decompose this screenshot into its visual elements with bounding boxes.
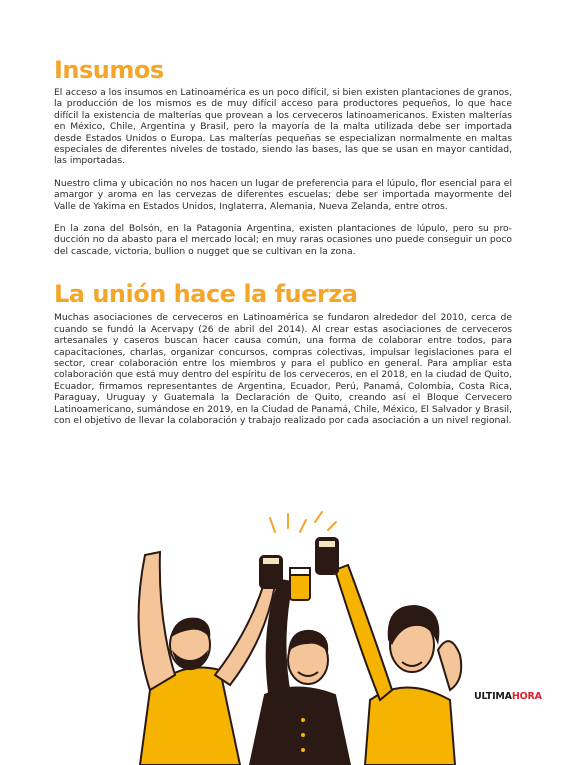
beer-glass-icon	[290, 568, 310, 600]
cheers-illustration	[120, 510, 470, 765]
logo-part-1: ULTIMA	[474, 691, 512, 702]
article-body	[54, 55, 512, 426]
paragraph: Nuestro clima y ubicación no nos hacen un lugar de preferencia para el lúpulo, flor esencial para el amargor y aroma en las cervezas de diferentes escuelas; debe ser importada mayormente del Valle de Yakima en Estados Unidos, Inglaterra, Alemania, Nueva Zelanda, entre otros.	[54, 177, 512, 212]
section-title-insumos: Insumos	[54, 56, 164, 84]
spark-lines-icon	[270, 512, 336, 532]
paragraph: El acceso a los insumos en Latinoamérica es un poco difícil, si bien existen plantaciones de granos, la producción de los mismos es de muy difícil acceso para productores pequeños, lo que hace difícil la existencia de malterías que provean a los cerveceros latinoamericanos. Existen malterías en México, Chile, Argentina y Brasil, pero la mayoría de la malta utilizada debe ser importada desde Estados Unidos o Europa. Las malterías pequeñas se especializan normalmente en maltas especiales de diferentes niveles de tostado, siendo las bases, las que se usan en mayor cantidad, las importadas.	[54, 87, 512, 167]
right-person	[335, 565, 461, 765]
section-title-union: La unión hace la fuerza	[54, 280, 358, 309]
logo-part-2: HORA	[511, 691, 542, 702]
paragraph: Muchas asociaciones de cerveceros en Latinoamérica se fundaron alrededor del 2010, cerca de cuando se fundó la Acervapy (26 de abril del 2014). Al crear estas asociaciones de cerveceros artesanales y caseros buscan hacer causa común, una forma de colaborar entre todos, para capacitaciones, charlas, organizar concursos, compras colectivas, impulsar legislaciones para el sector, crear colaboración entre los miembros y para el publico en general. Para ampliar esta colaboración que está muy dentro del espíritu de los cerveceros, en el 2018, en la ciudad de Quito, Ecuador, firmamos representantes de Argentina, Ecuador, Perú, Panamá, Colombia, Costa Rica, Paraguay, Uruguay y Guatemala la Declaración de Quito, creando así el Bloque Cervecero Latinoamericano, sumándose en 2019, en la Ciudad de Panamá, Chile, México, El Salvador y Brasil, con el objetivo de llevar la colaboración y trabajo realizado por cada asociación a un nivel regional.	[54, 312, 513, 426]
paragraph: En la zona del Bolsón, en la Patagonia Argentina, existen plantaciones de lúpulo, pero su producción no da abasto para el mercado local; en muy raras ocasiones uno puede conseguir un poco del cascade, victoria, bullion o nugget que se cultivan en la zona.	[54, 223, 512, 257]
left-person	[139, 552, 275, 765]
brand-logo	[474, 691, 542, 702]
beer-glass-icon	[316, 538, 338, 574]
